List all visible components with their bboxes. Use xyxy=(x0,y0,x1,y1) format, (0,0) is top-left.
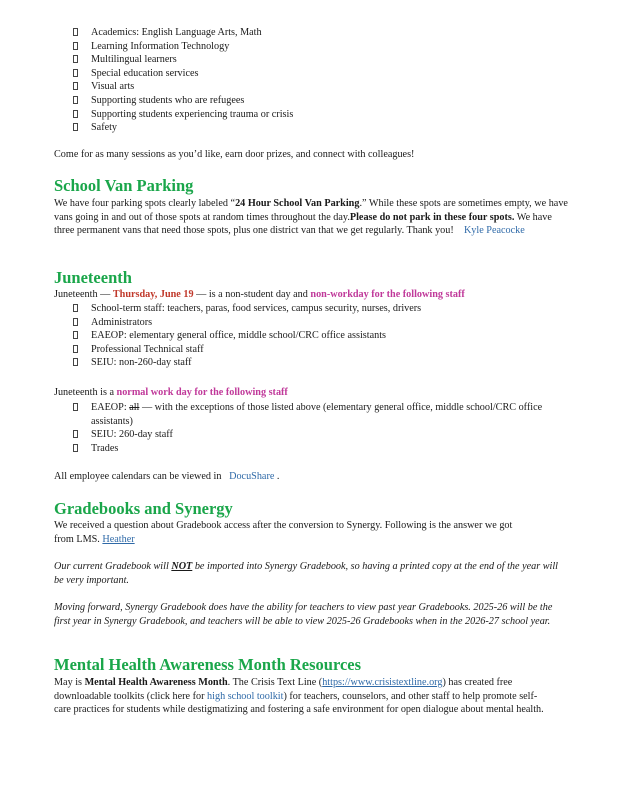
sessions-topic-list xyxy=(73,26,543,135)
list-item: Visual arts xyxy=(73,80,543,94)
crisis-text-line-link[interactable]: https://www.crisistextline.org xyxy=(322,677,443,688)
list-item: SEIU: 260-day staff xyxy=(73,428,543,442)
list-item: EAEOP: all — with the exceptions of those listed above (elementary general office, middle school/CRC office assistants) xyxy=(73,401,543,428)
nonworkday-staff-list xyxy=(73,302,543,370)
bullet-icon xyxy=(73,28,78,36)
bullet-icon xyxy=(73,430,78,438)
list-item: Administrators xyxy=(73,316,543,330)
list-item: SEIU: non-260-day staff xyxy=(73,356,543,370)
workday-staff-list xyxy=(73,401,543,455)
list-item: Supporting students who are refugees xyxy=(73,94,543,108)
list-item: Professional Technical staff xyxy=(73,343,543,357)
list-item: EAEOP: elementary general office, middle school/CRC office assistants xyxy=(73,329,543,343)
mental-health-paragraph: May is Mental Health Awareness Month. The Crisis Text Line (https://www.crisistextline.org) has created free downloadable toolkits (click here for high school toolkit) for teachers, counselors, and other staff to help promote self-care practices for students while destigmatizing and fostering a safe environment for open dialogue about mental health. xyxy=(54,677,544,716)
list-item: Trades xyxy=(73,442,543,456)
high-school-toolkit-link[interactable]: high school toolkit xyxy=(207,690,284,702)
calendars-text: All employee calendars can be viewed in DocuShare . xyxy=(54,471,280,482)
list-item: School-term staff: teachers, paras, food services, campus security, nurses, drivers xyxy=(73,302,543,316)
bullet-icon xyxy=(73,345,78,353)
bullet-icon xyxy=(73,304,78,312)
gradebook-quote-2: Moving forward, Synergy Gradebook does have the ability for teachers to view past year Gradebooks. 2025-26 will be the first year in Synergy Gradebook, and teachers will be able to view 2025-26 Gradebooks when in the 2026-27 school year. xyxy=(54,602,553,627)
docushare-link[interactable]: DocuShare xyxy=(229,471,275,482)
van-parking-heading: School Van Parking xyxy=(54,176,194,195)
list-item: Special education services xyxy=(73,67,543,81)
bullet-icon xyxy=(73,96,78,104)
bullet-icon xyxy=(73,110,78,118)
bullet-icon xyxy=(73,69,78,77)
list-item: Supporting students experiencing trauma or crisis xyxy=(73,108,543,122)
bullet-icon xyxy=(73,318,78,326)
mental-health-heading: Mental Health Awareness Month Resources xyxy=(54,655,362,674)
list-item: Multilingual learners xyxy=(73,53,543,67)
gradebook-paragraph: We received a question about Gradebook access after the conversion to Synergy. Following is the answer we got from LMS. Heather xyxy=(54,520,513,545)
juneteenth-heading: Juneteenth xyxy=(54,268,132,287)
signature-kyle: Kyle Peacocke xyxy=(463,225,525,237)
bullet-icon xyxy=(73,358,78,366)
list-item: Academics: English Language Arts, Math xyxy=(73,26,543,40)
workday-label: normal work day for the following staff xyxy=(116,387,288,398)
list-item: Learning Information Technology xyxy=(73,40,543,54)
bullet-icon xyxy=(73,82,78,90)
heather-link[interactable]: Heather xyxy=(102,533,135,545)
gradebook-heading: Gradebooks and Synergy xyxy=(54,499,233,518)
list-item: Safety xyxy=(73,121,543,135)
van-parking-paragraph: We have four parking spots clearly labeled “24 Hour School Van Parking.” While these spots are sometimes empty, we have vans going in and out of those spots at random times throughout the day.Please do not park in these four spots. We have three permanent vans that need those spots, plus one district van that we get regularly. Thank you! Kyle Peacocke xyxy=(54,198,568,237)
bullet-icon xyxy=(73,55,78,63)
bullet-icon xyxy=(73,331,78,339)
bullet-icon xyxy=(73,123,78,131)
workday-intro: Juneteenth is a normal work day for the following staff xyxy=(54,387,288,398)
bullet-icon xyxy=(73,403,78,411)
bullet-icon xyxy=(73,42,78,50)
bullet-icon xyxy=(73,444,78,452)
juneteenth-date: Thursday, June 19 xyxy=(112,289,194,300)
nonworkday-label: non-workday for the following staff xyxy=(310,289,465,300)
gradebook-quote-1: Our current Gradebook will NOT be imported into Synergy Gradebook, so having a printed copy at the end of the year will be very important. xyxy=(54,561,559,586)
sessions-text: Come for as many sessions as you’d like, earn door prizes, and connect with colleagues! xyxy=(54,149,415,160)
juneteenth-intro: Juneteenth — Thursday, June 19 — is a non-student day and non-workday for the following staff xyxy=(54,289,465,300)
